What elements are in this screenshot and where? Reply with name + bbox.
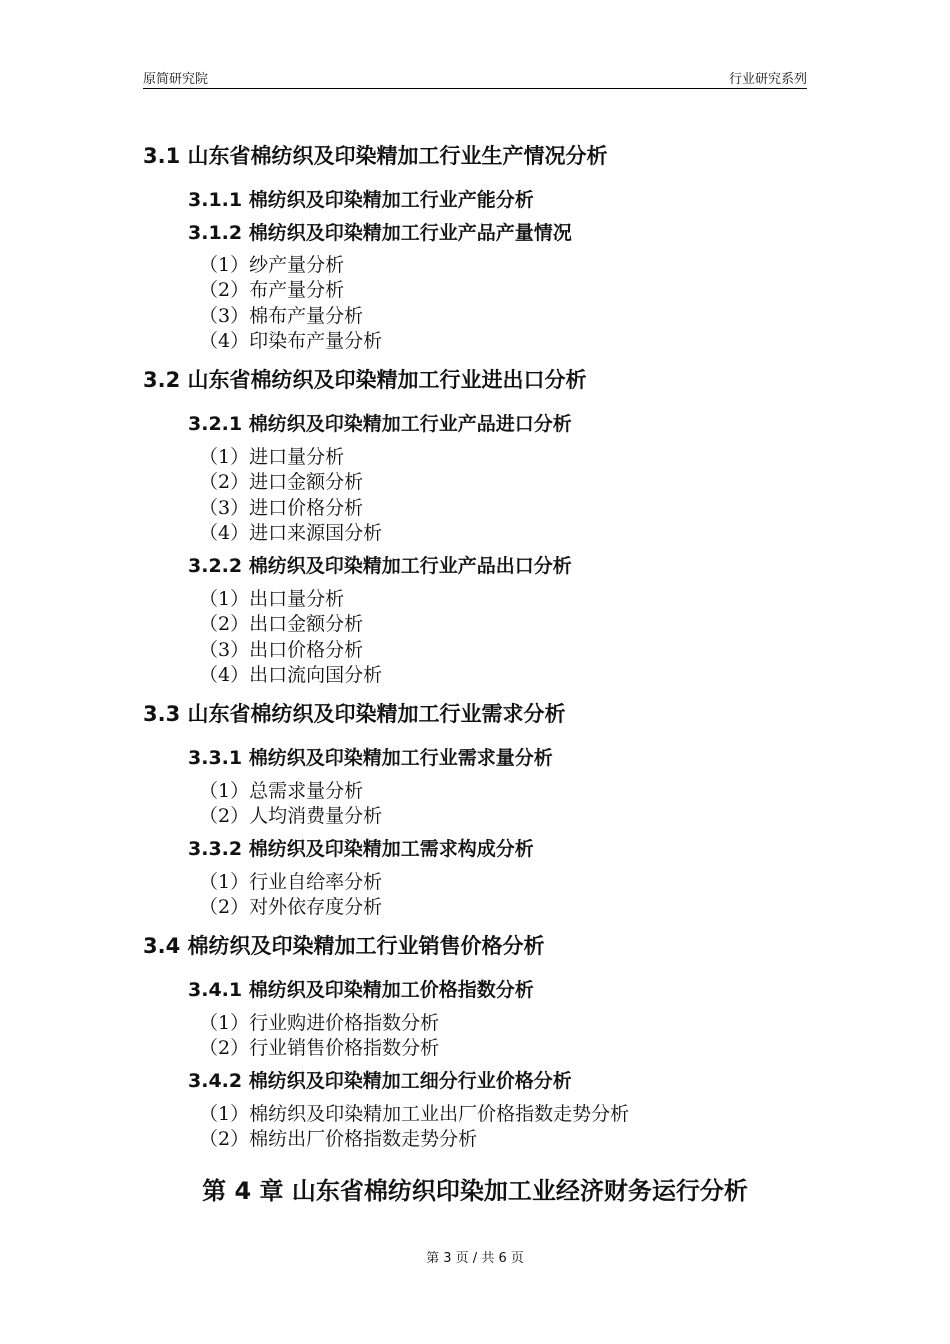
toc-section: 3.3 山东省棉纺织及印染精加工行业需求分析 xyxy=(143,702,566,726)
toc-item: （1）出口量分析 xyxy=(199,588,345,610)
toc-subsection: 3.3.2 棉纺织及印染精加工需求构成分析 xyxy=(188,838,534,860)
toc-item: （1）纱产量分析 xyxy=(199,254,345,276)
header-series-name: 行业研究系列 xyxy=(728,72,807,87)
toc-item: （3）出口价格分析 xyxy=(199,639,364,661)
toc-subsection: 3.2.2 棉纺织及印染精加工行业产品出口分析 xyxy=(188,555,572,577)
toc-subsection: 3.4.2 棉纺织及印染精加工细分行业价格分析 xyxy=(188,1070,572,1092)
toc-item: （2）棉纺出厂价格指数走势分析 xyxy=(199,1128,478,1150)
chapter-heading: 第 4 章 山东省棉纺织印染加工业经济财务运行分析 xyxy=(202,1177,748,1205)
toc-item: （4）出口流向国分析 xyxy=(199,664,383,686)
toc-section: 3.1 山东省棉纺织及印染精加工行业生产情况分析 xyxy=(143,144,608,168)
toc-item: （1）棉纺织及印染精加工业出厂价格指数走势分析 xyxy=(199,1103,630,1125)
header-org-name: 原简研究院 xyxy=(143,72,209,87)
page-footer: 第 3 页 / 共 6 页 xyxy=(426,1251,524,1266)
toc-item: （2）对外依存度分析 xyxy=(199,896,383,918)
toc-item: （4）印染布产量分析 xyxy=(199,330,383,352)
toc-item: （1）进口量分析 xyxy=(199,446,345,468)
toc-subsection: 3.1.2 棉纺织及印染精加工行业产品产量情况 xyxy=(188,222,572,244)
toc-subsection: 3.1.1 棉纺织及印染精加工行业产能分析 xyxy=(188,189,534,211)
toc-section: 3.2 山东省棉纺织及印染精加工行业进出口分析 xyxy=(143,368,587,392)
toc-item: （3）棉布产量分析 xyxy=(199,305,364,327)
toc-item: （2）进口金额分析 xyxy=(199,471,364,493)
toc-subsection: 3.2.1 棉纺织及印染精加工行业产品进口分析 xyxy=(188,413,572,435)
toc-item: （2）人均消费量分析 xyxy=(199,805,383,827)
toc-item: （1）总需求量分析 xyxy=(199,780,364,802)
toc-subsection: 3.4.1 棉纺织及印染精加工价格指数分析 xyxy=(188,979,534,1001)
toc-item: （4）进口来源国分析 xyxy=(199,522,383,544)
toc-item: （1）行业自给率分析 xyxy=(199,871,383,893)
toc-section: 3.4 棉纺织及印染精加工行业销售价格分析 xyxy=(143,934,545,958)
page-header xyxy=(143,66,807,89)
toc-item: （2）出口金额分析 xyxy=(199,613,364,635)
toc-subsection: 3.3.1 棉纺织及印染精加工行业需求量分析 xyxy=(188,747,553,769)
toc-item: （2）行业销售价格指数分析 xyxy=(199,1037,440,1059)
toc-item: （2）布产量分析 xyxy=(199,279,345,301)
toc-item: （1）行业购进价格指数分析 xyxy=(199,1012,440,1034)
toc-item: （3）进口价格分析 xyxy=(199,497,364,519)
